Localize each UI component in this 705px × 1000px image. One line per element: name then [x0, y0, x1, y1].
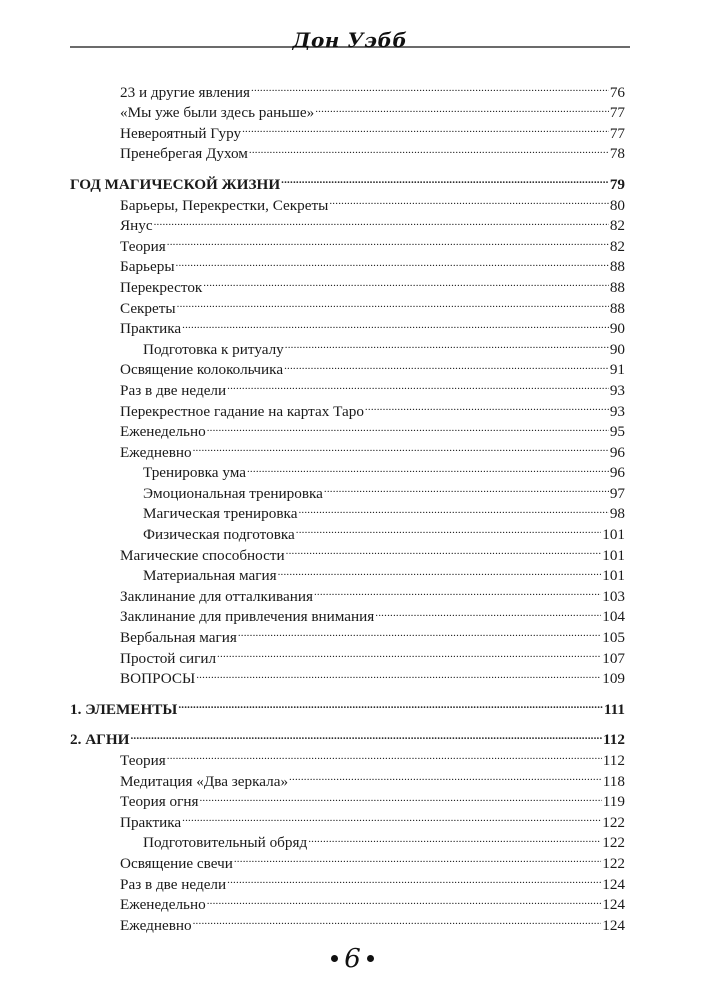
toc-entry-title: ГОД МАГИЧЕСКОЙ ЖИЗНИ — [70, 175, 281, 193]
page-number: 6 — [344, 944, 361, 974]
toc-entry-page: 122 — [602, 834, 625, 852]
toc-section-heading — [70, 168, 625, 193]
toc-entry-title: 23 и другие явления — [120, 83, 251, 101]
toc-entry — [98, 744, 625, 769]
toc-entry-title: Заклинание для привлечения внимания — [120, 608, 375, 626]
toc-entry-page: 91 — [609, 361, 625, 379]
toc-entry-page: 124 — [602, 896, 625, 914]
toc-section-heading — [70, 724, 625, 749]
table-of-contents — [70, 76, 625, 934]
toc-entry-title: Медитация «Два зеркала» — [120, 772, 289, 790]
toc-entry-title: Практика — [120, 813, 182, 831]
toc-entry-title: Заклинание для отталкивания — [120, 587, 313, 605]
dot-leader — [365, 395, 609, 416]
toc-entry-page: 111 — [603, 700, 625, 718]
toc-section-heading — [70, 693, 625, 718]
toc-entry-title: Физическая подготовка — [143, 526, 295, 544]
dot-leader — [182, 806, 601, 827]
toc-entry-page: 122 — [602, 813, 625, 831]
dot-leader — [193, 909, 602, 930]
toc-entry — [98, 251, 625, 276]
toc-entry-page: 119 — [602, 793, 625, 811]
toc-entry — [98, 76, 625, 101]
toc-entry-title: Теория — [120, 752, 166, 769]
toc-entry-page: 96 — [609, 443, 625, 461]
dot-leader — [182, 313, 609, 334]
dot-leader — [285, 333, 609, 354]
dot-leader — [315, 97, 609, 118]
dot-leader — [242, 117, 609, 138]
toc-entry-page: 112 — [603, 731, 625, 749]
author-name: Дон Уэбб — [292, 28, 408, 52]
toc-entry-title: Теория огня — [120, 793, 199, 811]
toc-entry-page: 103 — [602, 587, 625, 605]
toc-entry-page: 122 — [602, 854, 625, 872]
toc-entry-title: Секреты — [120, 299, 176, 317]
toc-entry-page: 97 — [609, 484, 625, 502]
toc-entry-page: 88 — [609, 258, 625, 276]
dot-leader — [207, 416, 609, 437]
toc-entry-title: Подготовка к ритуалу — [143, 340, 284, 358]
dot-leader — [249, 138, 609, 159]
toc-entry-title: Простой сигил — [120, 649, 217, 667]
toc-entry-title: «Мы уже были здесь раньше» — [120, 104, 315, 122]
toc-entry-title: Перекрестное гадание на картах Таро — [120, 402, 364, 420]
toc-entry-title: Раз в две недели — [120, 381, 227, 399]
toc-entry-page: 124 — [602, 875, 625, 893]
toc-entry-title: 2. АГНИ — [70, 731, 130, 749]
toc-entry-page: 112 — [602, 752, 625, 769]
dot-leader — [154, 210, 609, 231]
dot-leader — [289, 765, 602, 786]
toc-entry-title: Магическая тренировка — [143, 505, 298, 523]
toc-entry-title: Ежедневно — [120, 443, 192, 461]
toc-entry-page: 90 — [609, 340, 625, 358]
toc-entry-page: 88 — [609, 278, 625, 296]
toc-entry-title: Янус — [120, 217, 153, 235]
toc-entry-title: Магические способности — [120, 546, 285, 564]
dot-leader — [167, 230, 609, 251]
toc-entry — [98, 230, 625, 255]
dot-leader — [207, 889, 602, 910]
toc-entry-title: Эмоциональная тренировка — [143, 484, 323, 502]
toc-entry-title: Теория — [120, 237, 166, 255]
toc-entry-title: Еженедельно — [120, 423, 206, 441]
toc-entry-title: Освящение колокольчика — [120, 361, 284, 379]
dot-leader — [251, 76, 609, 97]
toc-entry-page: 96 — [609, 464, 625, 482]
page-footer — [0, 944, 705, 974]
toc-entry-page: 82 — [609, 217, 625, 235]
dot-leader — [281, 168, 609, 189]
toc-entry — [98, 210, 625, 235]
toc-entry-title: Пренебрегая Духом — [120, 145, 248, 163]
toc-entry-title: ВОПРОСЫ — [120, 670, 196, 688]
toc-entry-page: 88 — [609, 299, 625, 317]
toc-entry-page: 101 — [602, 546, 625, 564]
dot-leader — [314, 580, 601, 601]
dot-leader — [324, 477, 609, 498]
toc-entry-page: 101 — [602, 567, 625, 585]
toc-entry-title: Барьеры — [120, 258, 175, 276]
toc-entry-page: 124 — [602, 916, 625, 934]
bullet-right-icon — [367, 955, 374, 962]
toc-entry-title: Материальная магия — [143, 567, 277, 585]
toc-entry-title: Подготовительный обряд — [143, 834, 308, 852]
toc-entry-page: 93 — [609, 381, 625, 399]
toc-entry-title: Ежедневно — [120, 916, 192, 934]
toc-entry — [98, 271, 625, 296]
dot-leader — [217, 642, 601, 663]
toc-entry-title: 1. ЭЛЕМЕНТЫ — [70, 700, 178, 718]
toc-entry-page: 93 — [609, 402, 625, 420]
dot-leader — [196, 663, 601, 684]
toc-entry-page: 101 — [602, 526, 625, 544]
dot-leader — [199, 786, 601, 807]
toc-entry-page: 80 — [609, 196, 625, 214]
toc-entry-page: 95 — [609, 423, 625, 441]
dot-leader — [177, 292, 609, 313]
toc-entry-title: Раз в две недели — [120, 875, 227, 893]
toc-entry-page: 98 — [609, 505, 625, 523]
toc-entry-page: 109 — [602, 670, 625, 688]
toc-entry-page: 90 — [609, 320, 625, 338]
dot-leader — [227, 374, 609, 395]
toc-entry-page: 79 — [609, 175, 625, 193]
dot-leader — [308, 827, 601, 848]
toc-entry-page: 77 — [609, 124, 625, 142]
dot-leader — [167, 744, 602, 765]
toc-entry — [98, 313, 625, 338]
toc-entry-page: 104 — [602, 608, 625, 626]
toc-entry-title: Тренировка ума — [143, 464, 246, 482]
dot-leader — [227, 868, 601, 889]
running-header — [70, 24, 630, 64]
dot-leader — [284, 354, 609, 375]
bullet-left-icon — [331, 955, 338, 962]
toc-entry-page: 76 — [609, 83, 625, 101]
toc-entry — [98, 292, 625, 317]
toc-entry-page: 118 — [602, 772, 625, 790]
toc-entry-title: Вербальная магия — [120, 629, 237, 647]
toc-entry-page: 77 — [609, 104, 625, 122]
dot-leader — [247, 457, 609, 478]
toc-entry-page: 78 — [609, 145, 625, 163]
dot-leader — [176, 251, 609, 272]
dot-leader — [193, 436, 609, 457]
dot-leader — [234, 847, 601, 868]
dot-leader — [298, 498, 608, 519]
dot-leader — [178, 693, 603, 714]
dot-leader — [329, 189, 608, 210]
toc-entry-page: 105 — [602, 629, 625, 647]
toc-entry-title: Барьеры, Перекрестки, Секреты — [120, 196, 329, 214]
toc-entry-title: Практика — [120, 320, 182, 338]
toc-entry-title: Перекресток — [120, 278, 203, 296]
toc-entry — [98, 765, 625, 790]
toc-entry-page: 107 — [602, 649, 625, 667]
dot-leader — [286, 539, 602, 560]
dot-leader — [375, 601, 601, 622]
dot-leader — [296, 518, 601, 539]
dot-leader — [278, 560, 602, 581]
dot-leader — [238, 621, 601, 642]
toc-entry-page: 82 — [609, 237, 625, 255]
dot-leader — [203, 271, 609, 292]
toc-entry-title: Освящение свечи — [120, 854, 233, 872]
toc-entry-title: Невероятный Гуру — [120, 124, 242, 142]
dot-leader — [130, 724, 602, 745]
toc-entry-title: Еженедельно — [120, 896, 206, 914]
